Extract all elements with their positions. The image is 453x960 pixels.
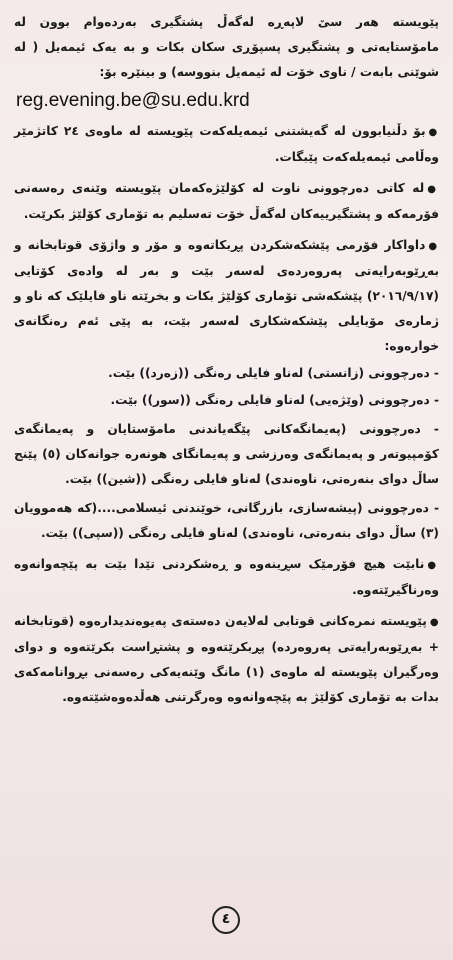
- list-item-vocational: - دەرچوونی (پیشەسازی، بازرگانی، خوێندنی ئیسلامی....(کە هەموویان (٣) ساڵ دوای بنەرەتی، ناوەندی) لەناو فایلی رەنگی ((سپی)) بێت.: [14, 501, 439, 540]
- list-item-scientific: - دەرچوونی (زانستی) لەناو فایلی رەنگی ((زەرد)) بێت.: [108, 366, 439, 380]
- list-item-institutes: - دەرچوونی (پەیمانگەکانی پێگەیاندنی مامۆستایان و پەیمانگەی کۆمپیوتەر و پەیمانگەی وەرزشی و پەیمانگای هونەرە جوانەکان (٥) پێنج ساڵ دوای بنەرەتی، ناوەندی) لەناو فایلی رەنگی ((شین)) بێت.: [14, 422, 439, 486]
- paragraph-intro: پێویستە هەر سێ لاپەڕە لەگەڵ پشتگیری بەردەوام بوون لە مامۆستایەتی و پشتگیری پسپۆڕی سکان بکات و بە یەک ئیمەیل ( لە شوێنی بابەت / ناوی خۆت لە ئیمەیل بنووسە) و بینێرە بۆ:: [14, 15, 439, 79]
- paragraph-original-documents: ● لە کاتی دەرچوونی ناوت لە کۆلێژەکەمان پێویستە وێنەی رەسەنی فۆرمەکە و پشتگیرییەکان لەگەڵ خۆت تەسلیم بە تۆماری کۆلێژ بکرێت.: [14, 176, 439, 227]
- paragraph-grades-verification: ● پێویستە نمرەکانی قوتابی لەلایەن دەستەی پەیوەندیدارەوە (قوتابخانە + بەڕێوبەرایەتی پەروەردە) پڕبکرێتەوە و پشتڕاست بکرێتەوە و دوای وەرگیران پێویستە لە ماوەی (١) مانگ وێنەیەکی رەسەنی بڕوانامەکەی بدات بە تۆماری کۆلێژ بە پێچەوانەوە وەرگرتنی هەڵدەوەشێتەوە.: [14, 609, 439, 710]
- paragraph-email-confirmation: ● بۆ دڵنیابوون لە گەیشتنی ئیمەیلەکەت پێویستە لە ماوەی ٢٤ کاتژمێر وەڵامی ئیمەیلەکەت پێبگات.: [14, 119, 439, 170]
- email-address: reg.evening.be@su.edu.krd: [16, 90, 250, 111]
- paragraph-no-erasures: ● نابێت هیچ فۆرمێک سڕینەوە و ڕەشکردنی تێدا بێت بە پێچەوانەوە وەرناگیرێتەوە.: [14, 552, 439, 603]
- page-number: ٤: [212, 906, 240, 934]
- list-item-literary: - دەرچوونی (وێژەیی) لەناو فایلی رەنگی ((سور)) بێت.: [110, 393, 439, 407]
- paragraph-submission-form: ● داواکار فۆرمی پێشکەشکردن پڕبکاتەوە و مۆر و واژۆی قوتابخانە و بەڕێوبەرایەتی پەروەردەی لەسەر بێت و بەر لە وادەی کۆتایی (٢٠١٦/٩/١٧) پێشکەشی تۆماری کۆلێژ بکات و بخرێتە ناو فایلێک کە ناو و ژمارەی مۆبایلی پێشکەشکاری لەسەر بێت، بە پێی ئەم رەنگانەی خوارەوە:: [14, 233, 439, 359]
